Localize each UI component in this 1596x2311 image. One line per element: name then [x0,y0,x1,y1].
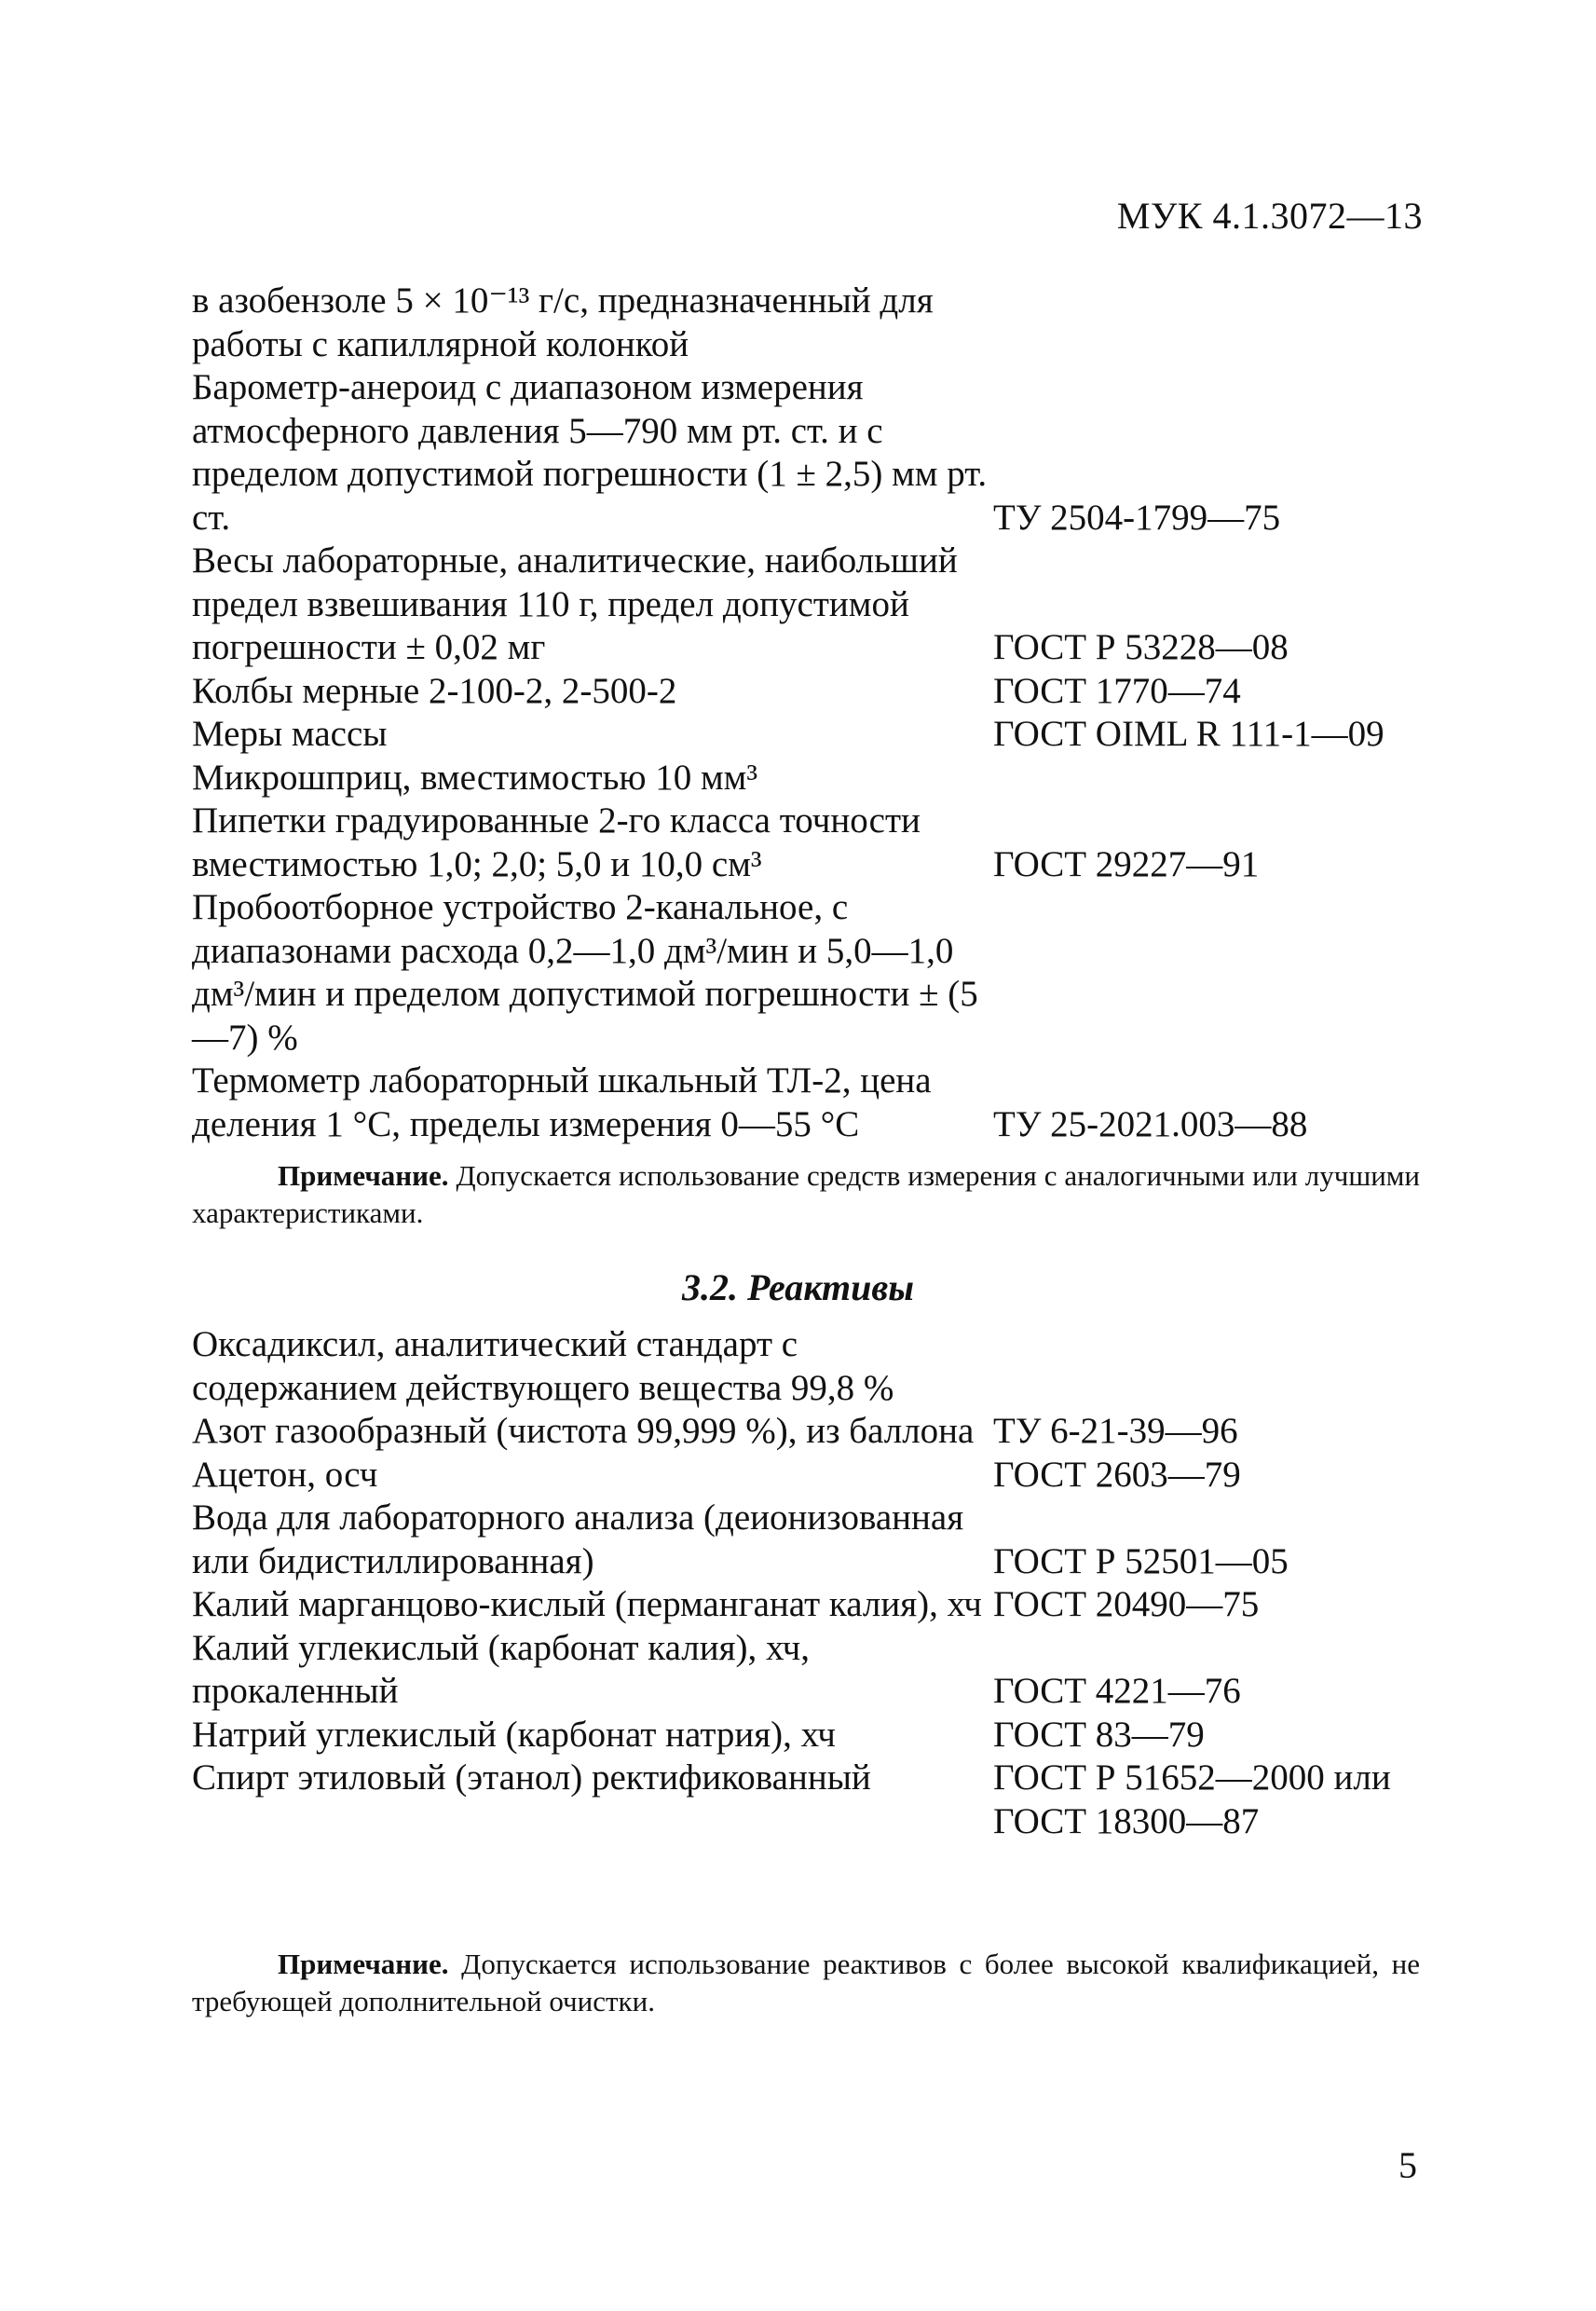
item-description: Пробоотборное устройство 2-канальное, с диапазонами расхода 0,2—1,0 дм³/мин и 5,0—1,0 дм³/мин и пределом допустимой погрешности ± (5—7) % [192,887,978,1058]
item-standard: ГОСТ 18300—87 [993,1800,1260,1841]
list-item [192,1060,1440,1146]
item-standard: ГОСТ Р 53228—08 [993,627,1289,667]
list-item [192,757,1440,800]
page-number: 5 [1398,2144,1417,2186]
item-standard: ГОСТ Р 51652—2000 или [993,1757,1391,1798]
list-item [192,1627,1440,1714]
note-text: Допускается использование реактивов с более высокой квалификацией, не требующей дополнительной очистки. [192,1948,1420,2017]
list-item [192,1714,1440,1757]
item-standard: ТУ 6-21-39—96 [993,1411,1238,1451]
item-description: Колбы мерные 2-100-2, 2-500-2 [192,670,677,711]
list-item [192,1497,1440,1583]
item-description: Калий углекислый (карбонат калия), хч, прокаленный [192,1627,810,1711]
item-description: Вода для лабораторного анализа (деионизованная или бидистиллированная) [192,1497,964,1581]
list-item [192,1757,1440,1800]
list-item [192,540,1440,670]
list-item [192,1800,1440,1844]
item-standard: ТУ 25-2021.003—88 [993,1103,1308,1144]
note-label: Примечание. [278,1948,449,1980]
list-item [192,1323,1440,1410]
note-reagents [192,1946,1420,2020]
list-item [192,800,1440,886]
item-standard: ГОСТ 1770—74 [993,670,1241,711]
section-title: 3.2. Реактивы [682,1266,914,1308]
list-item [192,886,1440,1060]
list-item [192,713,1440,757]
item-standard: ГОСТ OIML R 111-1—09 [993,714,1385,754]
list-item [192,1583,1440,1627]
item-description: Меры массы [192,714,388,754]
list-item [192,1454,1440,1497]
item-description: Барометр-анероид с диапазоном измерения атмосферного давления 5—790 мм рт. ст. и с пределом допустимой погрешности (1 ± 2,5) мм рт. ст. [192,367,988,538]
item-description: Спирт этиловый (этанол) ректификованный [192,1757,871,1798]
note-label: Примечание. [278,1159,449,1192]
item-description: Весы лабораторные, аналитические, наибольший предел взвешивания 110 г, предел допустимой погрешности ± 0,02 мг [192,540,958,667]
item-description: в азобензоле 5 × 10⁻¹³ г/с, предназначенный для работы с капиллярной колонкой [192,280,934,364]
document-code: МУК 4.1.3072—13 [1116,195,1423,237]
item-description: Микрошприц, вместимостью 10 мм³ [192,757,758,798]
item-standard: ГОСТ 4221—76 [993,1671,1241,1711]
list-item [192,280,1440,366]
item-description: Термометр лабораторный шкальный ТЛ-2, цена деления 1 °С, пределы измерения 0—55 °С [192,1060,932,1144]
item-description: Пипетки градуированные 2-го класса точности вместимостью 1,0; 2,0; 5,0 и 10,0 см³ [192,800,921,884]
item-description: Калий марганцово-кислый (перманганат калия), хч [192,1584,982,1624]
item-description: Азот газообразный (чистота 99,999 %), из баллона [192,1411,975,1451]
list-item [192,670,1440,714]
reagents-list [192,1323,1440,1843]
item-standard: ГОСТ 83—79 [993,1714,1205,1755]
item-description: Оксадиксил, аналитический стандарт с содержанием действующего вещества 99,8 % [192,1324,894,1408]
note-text: Допускается использование средств измерения с аналогичными или лучшими характеристиками. [192,1159,1420,1229]
item-standard: ГОСТ Р 52501—05 [993,1540,1289,1581]
instruments-list [192,280,1440,1146]
list-item [192,1410,1440,1454]
item-description: Ацетон, осч [192,1454,378,1495]
item-standard: ГОСТ 2603—79 [993,1454,1241,1495]
note-instruments [192,1157,1420,1232]
item-description: Натрий углекислый (карбонат натрия), хч [192,1714,836,1755]
list-item [192,366,1440,540]
item-standard: ГОСТ 29227—91 [993,843,1260,884]
item-standard: ГОСТ 20490—75 [993,1584,1260,1624]
item-standard: ТУ 2504-1799—75 [993,497,1281,538]
